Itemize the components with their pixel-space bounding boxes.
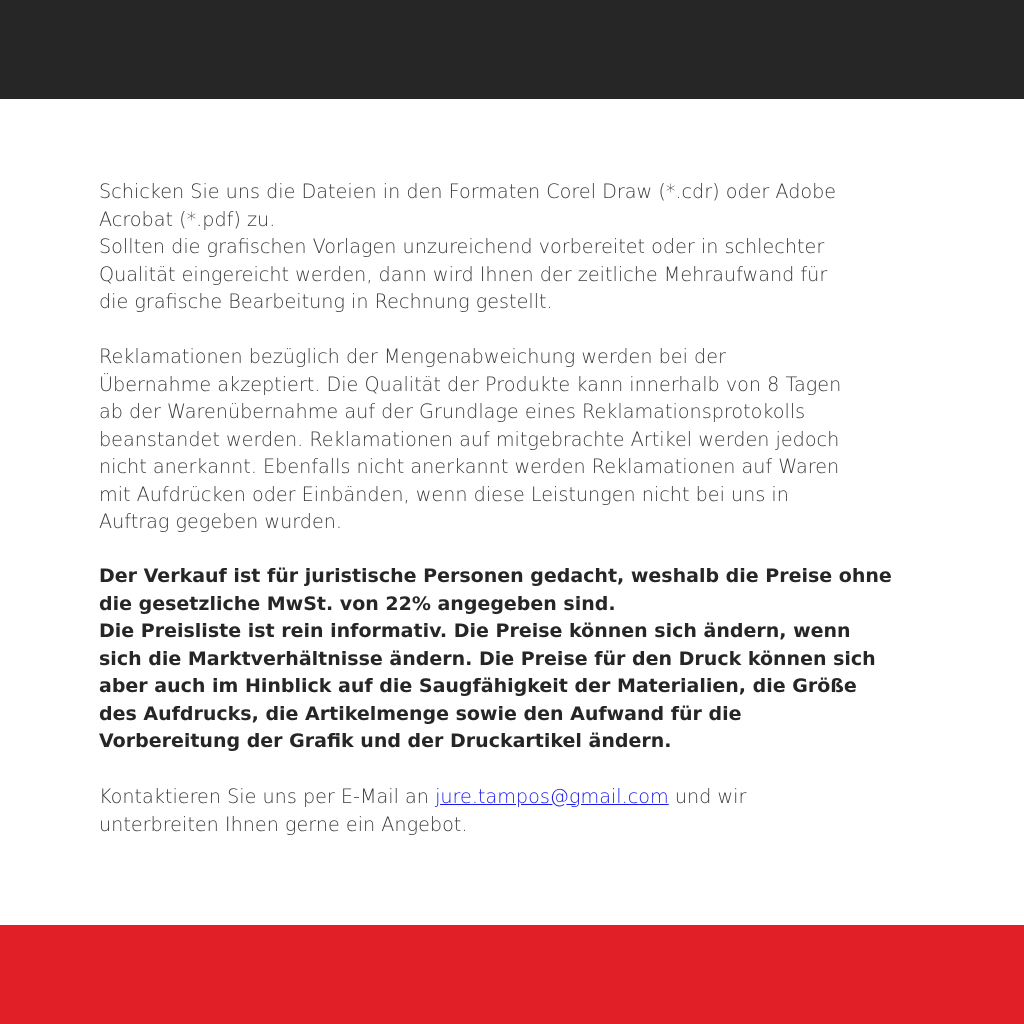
- paragraph-gap: [99, 536, 939, 564]
- text-line: Die Preisliste ist rein informativ. Die Preise können sich ändern, wenn: [99, 620, 851, 642]
- text-line: ab der Warenübernahme auf der Grundlage eines Reklamationsprotokolls: [99, 400, 806, 423]
- text-line: die grafische Bearbeitung in Rechnung gestellt.: [99, 290, 553, 313]
- bottom-band: [0, 925, 1024, 1024]
- text-line: Acrobat (*.pdf) zu.: [99, 207, 276, 231]
- text-line: Qualität eingereicht werden, dann wird Ihnen der zeitliche Mehraufwand für: [99, 262, 828, 286]
- complaints-paragraph: [99, 343, 939, 536]
- pricing-paragraph: [99, 563, 939, 756]
- text-line: die gesetzliche MwSt. von 22% angegeben sind.: [99, 592, 616, 615]
- file-format-paragraph: [99, 178, 939, 316]
- contact-paragraph: [99, 783, 939, 838]
- top-band: [0, 0, 1024, 99]
- paragraph-gap: [99, 316, 939, 344]
- content: [99, 178, 939, 838]
- text-line: Schicken Sie uns die Dateien in den Formaten Corel Draw (*.cdr) oder Adobe: [99, 180, 837, 203]
- text-line: Der Verkauf ist für juristische Personen gedacht, weshalb die Preise ohne: [99, 565, 892, 587]
- text-line: Auftrag gegeben wurden.: [99, 510, 343, 533]
- contact-line: [99, 783, 939, 811]
- text-line: unterbreiten Ihnen gerne ein Angebot.: [99, 812, 468, 836]
- text-line: aber auch im Hinblick auf die Saugfähigkeit der Materialien, die Größe: [99, 675, 857, 697]
- text-line: Sollten die grafischen Vorlagen unzureichend vorbereitet oder in schlechter: [99, 235, 825, 258]
- email-link[interactable]: jure.tampos@gmail.com: [435, 785, 669, 808]
- paragraph-gap: [99, 756, 939, 784]
- text-line: nicht anerkannt. Ebenfalls nicht anerkannt werden Reklamationen auf Waren: [99, 455, 840, 478]
- text-line: beanstandet werden. Reklamationen auf mitgebrachte Artikel werden jedoch: [99, 427, 840, 451]
- text-line: mit Aufdrücken oder Einbänden, wenn diese Leistungen nicht bei uns in: [99, 482, 789, 506]
- text-line: Übernahme akzeptiert. Die Qualität der Produkte kann innerhalb von 8 Tagen: [99, 372, 842, 396]
- contact-suffix: und wir: [668, 785, 747, 808]
- text-line: Reklamationen bezüglich der Mengenabweichung werden bei der: [99, 345, 726, 368]
- text-line: Vorbereitung der Grafik und der Druckartikel ändern.: [99, 730, 672, 752]
- text-line: des Aufdrucks, die Artikelmenge sowie den Aufwand für die: [99, 702, 742, 725]
- contact-prefix: Kontaktieren Sie uns per E-Mail an: [99, 785, 436, 808]
- text-line: sich die Marktverhältnisse ändern. Die Preise für den Druck können sich: [99, 647, 876, 670]
